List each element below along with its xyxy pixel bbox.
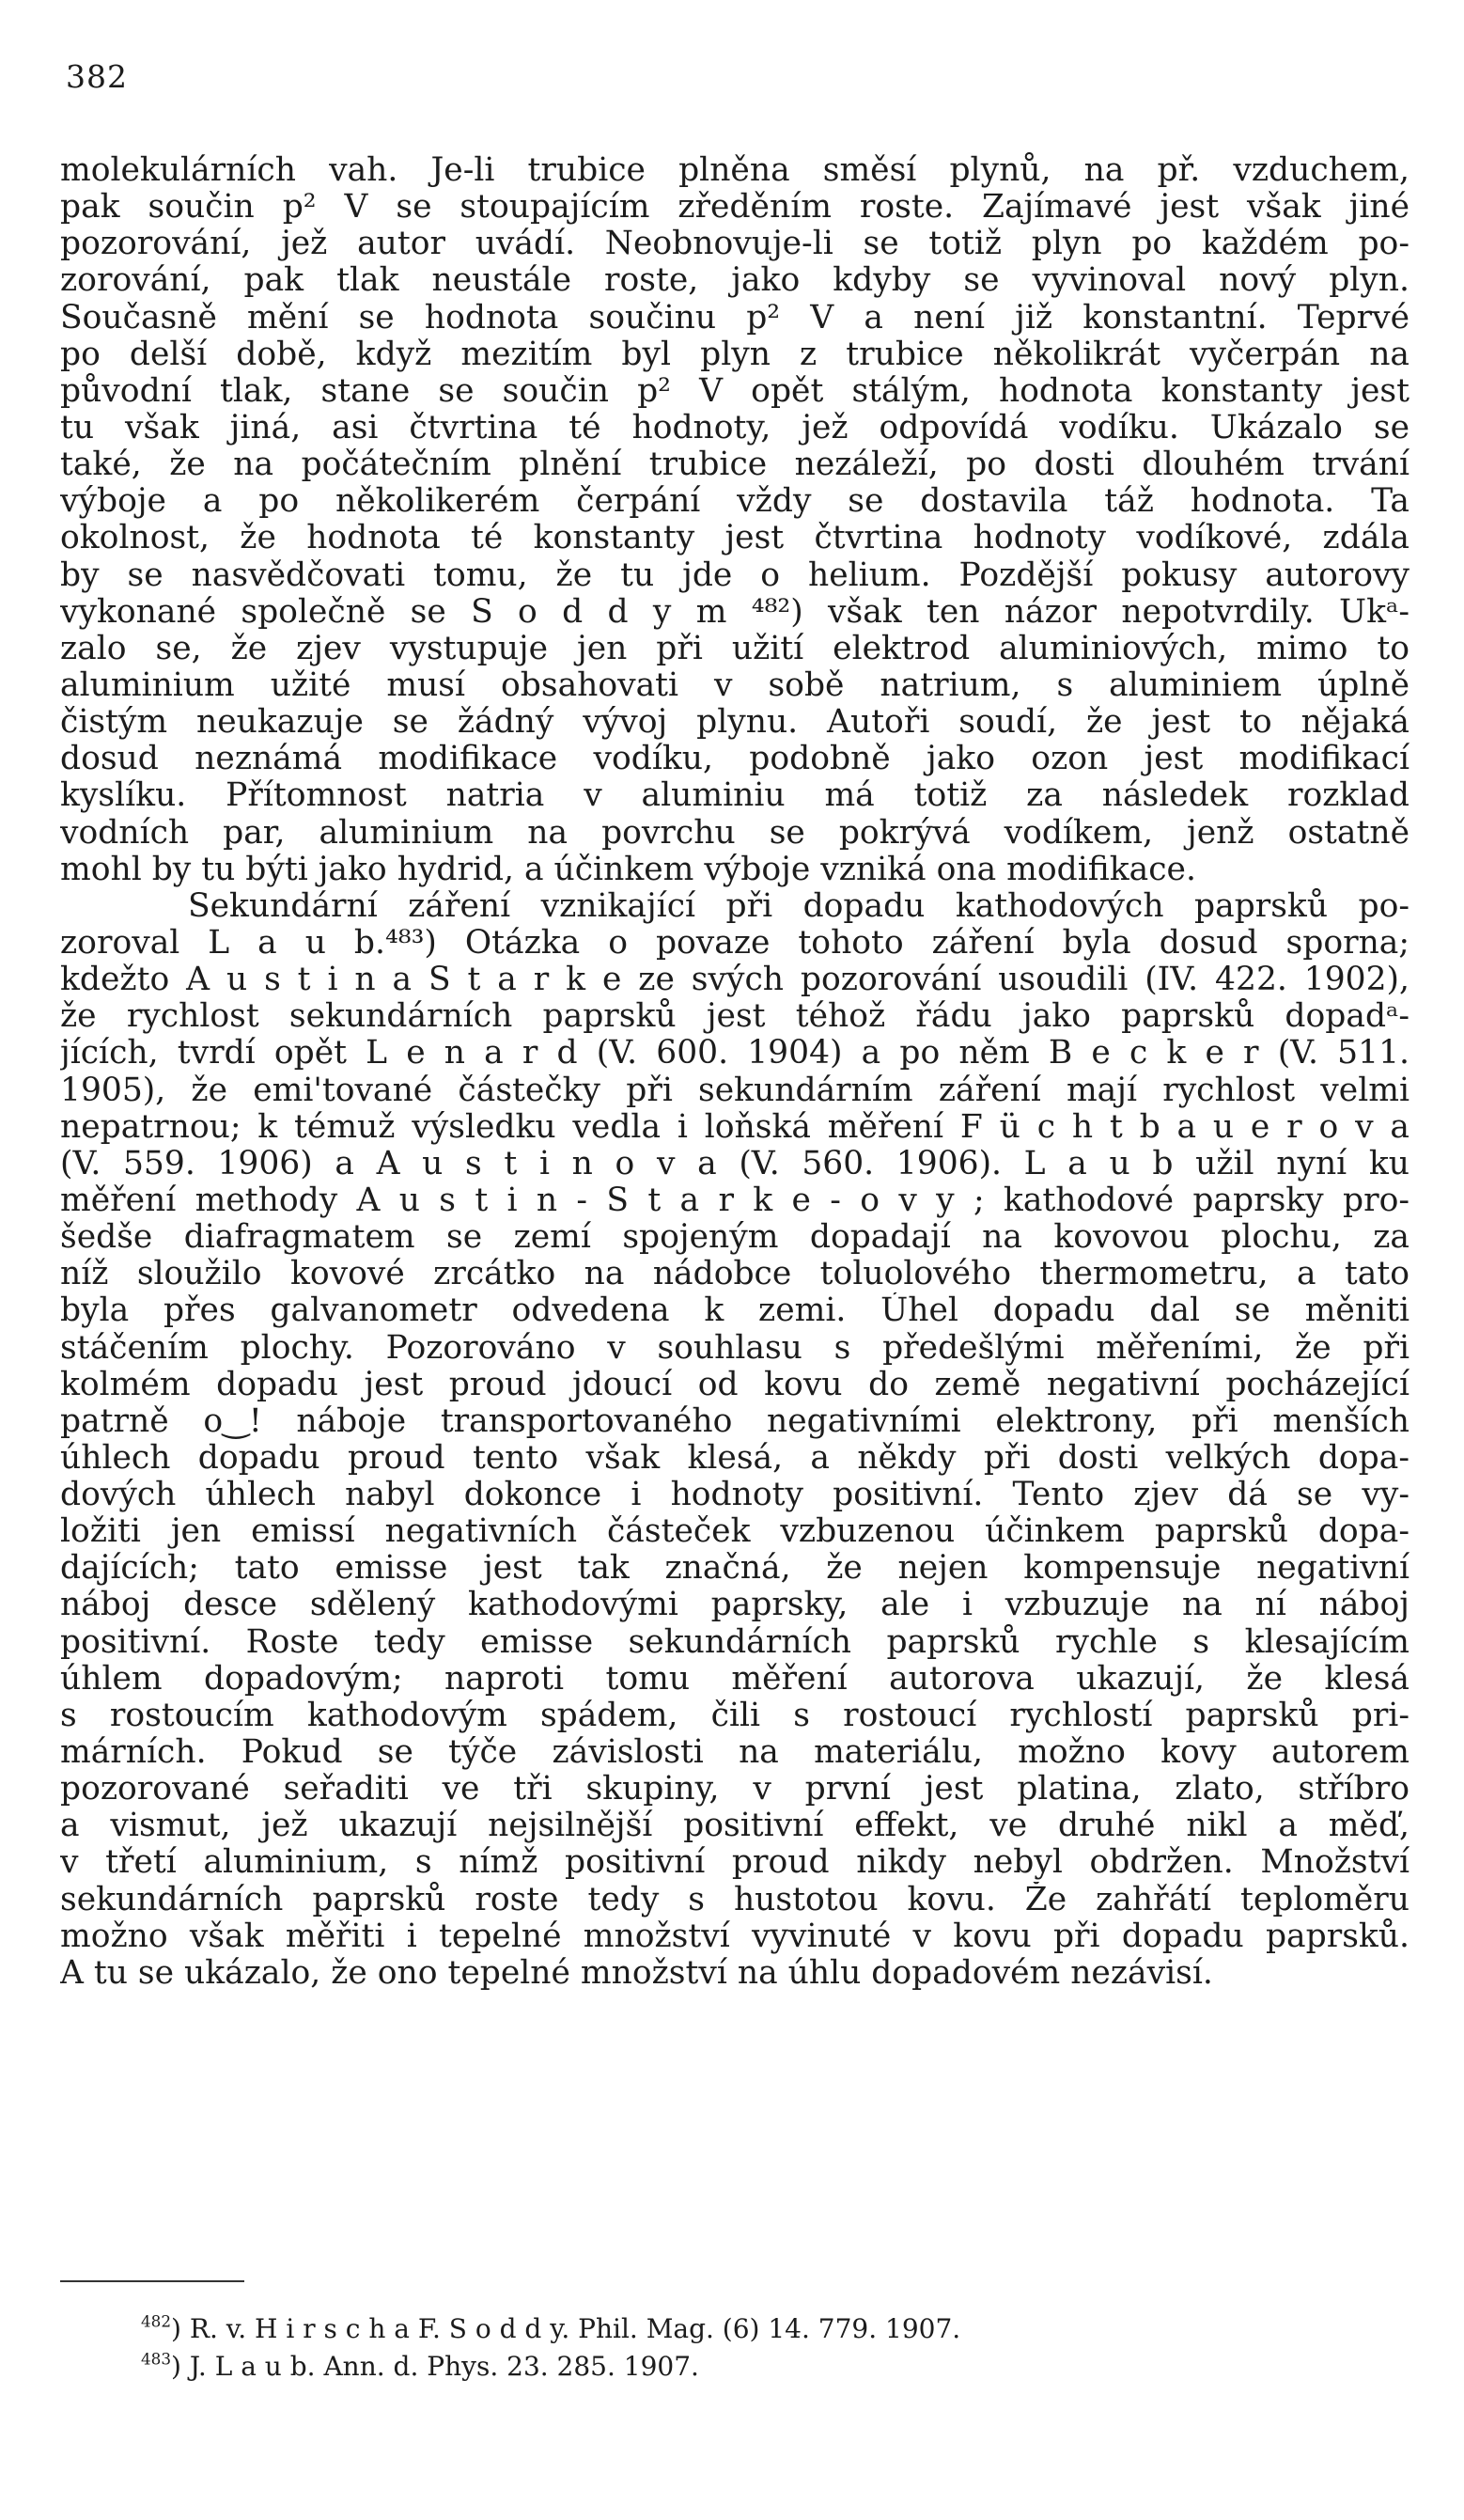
text-line: byla přes galvanometr odvedena k zemi. Úhel dopadu dal se měniti: [60, 1292, 1409, 1330]
text-line: jících, tvrdí opět L e n a r d (V. 600. 1904) a po něm B e c k e r (V. 511.: [60, 1035, 1409, 1072]
text-line: ložiti jen emissí negativních částeček vzbuzenou účinkem paprsků dopa-: [60, 1513, 1409, 1551]
text-line: vodních par, aluminium na povrchu se pokrývá vodíkem, jenž ostatně: [60, 814, 1409, 852]
page-number: 382: [66, 58, 128, 95]
footnote-text: ) J. L a u b. Ann. d. Phys. 23. 285. 1907.: [171, 2351, 699, 2382]
text-line: okolnost, že hodnota té konstanty jest čtvrtina hodnoty vodíkové, zdála: [60, 520, 1409, 557]
text-line: kolmém dopadu jest proud jdoucí od kovu do země negativní pocházející: [60, 1366, 1409, 1403]
footnote-marker: 482: [141, 2311, 172, 2331]
text-line: stáčením plochy. Pozorováno v souhlasu s předešlými měřeními, že při: [60, 1329, 1409, 1367]
text-line: vykonané společně se S o d d y m ⁴⁸²) však ten názor nepotvrdily. Ukᵃ-: [60, 593, 1409, 631]
footnote-marker: 483: [141, 2349, 172, 2369]
text-line: mohl by tu býti jako hydrid, a účinkem výboje vzniká ona modifikace.: [60, 851, 1196, 888]
footnote-482: [141, 2310, 960, 2348]
text-line: pak součin p² V se stoupajícím zředěním roste. Zajímavé jest však jiné: [60, 189, 1409, 227]
text-line: dajících; tato emisse jest tak značná, že nejen kompensuje negativní: [60, 1550, 1409, 1588]
text-line: molekulárních vah. Je-li trubice plněna směsí plynů, na př. vzduchem,: [60, 152, 1409, 189]
text-line: by se nasvědčovati tomu, že tu jde o helium. Pozdější pokusy autorovy: [60, 556, 1409, 594]
text-line: kdežto A u s t i n a S t a r k e ze svých pozorování usoudili (IV. 422. 1902),: [60, 962, 1409, 999]
footnote-483: [141, 2348, 960, 2386]
text-line: dových úhlech nabyl dokonce i hodnoty positivní. Tento zjev dá se vy-: [60, 1477, 1409, 1514]
text-line: nepatrnou; k témuž výsledku vedla i loňská měření F ü c h t b a u e r o v a: [60, 1108, 1409, 1146]
text-line: patrně o‿! náboje transportovaného negativními elektrony, při menších: [60, 1402, 1409, 1440]
text-line: v třetí aluminium, s nímž positivní proud nikdy nebyl obdržen. Množství: [60, 1844, 1409, 1882]
footnotes: [141, 2310, 960, 2386]
text-line: sekundárních paprsků roste tedy s hustotou kovu. Že zahřátí teploměru: [60, 1881, 1409, 1918]
text-line: úhlech dopadu proud tento však klesá, a někdy při dosti velkých dopa-: [60, 1439, 1409, 1477]
text-line: čistým neukazuje se žádný vývoj plynu. Autoři soudí, že jest to nějaká: [60, 704, 1409, 742]
text-line: úhlem dopadovým; naproti tomu měření autorova ukazují, že klesá: [60, 1660, 1409, 1698]
text-line: A tu se ukázalo, že ono tepelné množství na úhlu dopadovém nezávisí.: [60, 1954, 1213, 1992]
text-line: možno však měřiti i tepelné množství vyvinuté v kovu při dopadu paprsků.: [60, 1917, 1409, 1955]
text-line: původní tlak, stane se součin p² V opět stálým, hodnota konstanty jest: [60, 372, 1409, 410]
text-line: Současně mění se hodnota součinu p² V a není již konstantní. Teprvé: [60, 299, 1409, 337]
text-line: šedše diafragmatem se zemí spojeným dopadají na kovovou plochu, za: [60, 1219, 1409, 1257]
text-line: zalo se, že zjev vystupuje jen při užití elektrod aluminiových, mimo to: [60, 630, 1409, 667]
text-line: Sekundární záření vznikající při dopadu kathodových paprsků po-: [188, 887, 1409, 925]
text-line: kyslíku. Přítomnost natria v aluminiu má totiž za následek rozklad: [60, 777, 1409, 815]
text-line: zorování, pak tlak neustále roste, jako kdyby se vyvinoval nový plyn.: [60, 262, 1409, 300]
text-line: že rychlost sekundárních paprsků jest téhož řádu jako paprsků dopadᵃ-: [60, 998, 1409, 1036]
text-line: positivní. Roste tedy emisse sekundárních paprsků rychle s klesajícím: [60, 1623, 1409, 1661]
text-line: aluminium užité musí obsahovati v sobě natrium, s aluminiem úplně: [60, 666, 1409, 704]
footnote-divider: [60, 2280, 244, 2282]
text-line: 1905), že emi'tované částečky při sekundárním záření mají rychlost velmi: [60, 1072, 1409, 1109]
text-line: pozorované seřaditi ve tři skupiny, v první jest platina, zlato, stříbro: [60, 1771, 1409, 1808]
text-line: náboj desce sdělený kathodovými paprsky, ale i vzbuzuje na ní náboj: [60, 1587, 1409, 1624]
text-line: pozorování, jež autor uvádí. Neobnovuje-li se totiž plyn po každém po-: [60, 226, 1409, 263]
body-text: [60, 152, 1409, 1992]
text-line: s rostoucím kathodovým spádem, čili s rostoucí rychlostí paprsků pri-: [60, 1697, 1409, 1734]
footnote-text: ) R. v. H i r s c h a F. S o d d y. Phil. Mag. (6) 14. 779. 1907.: [171, 2313, 961, 2344]
text-line: níž sloužilo kovové zrcátko na nádobce toluolového thermometru, a tato: [60, 1256, 1409, 1293]
text-line: dosud neznámá modifikace vodíku, podobně jako ozon jest modifikací: [60, 741, 1409, 778]
text-line: (V. 559. 1906) a A u s t i n o v a (V. 560. 1906). L a u b užil nyní ku: [60, 1145, 1409, 1182]
text-line: také, že na počátečním plnění trubice nezáleží, po dosti dlouhém trvání: [60, 446, 1409, 484]
text-line: zoroval L a u b.⁴⁸³) Otázka o povaze tohoto záření byla dosud sporna;: [60, 924, 1409, 962]
text-line: po delší době, když mezitím byl plyn z trubice několikrát vyčerpán na: [60, 336, 1409, 373]
text-line: výboje a po několikerém čerpání vždy se dostavila táž hodnota. Ta: [60, 483, 1409, 521]
text-line: měření methody A u s t i n - S t a r k e - o v y ; kathodové paprsky pro-: [60, 1182, 1409, 1219]
text-line: tu však jiná, asi čtvrtina té hodnoty, jež odpovídá vodíku. Ukázalo se: [60, 409, 1409, 446]
text-line: a vismut, jež ukazují nejsilnější positivní effekt, ve druhé nikl a měď,: [60, 1808, 1409, 1845]
text-line: márních. Pokud se týče závislosti na materiálu, možno kovy autorem: [60, 1734, 1409, 1772]
